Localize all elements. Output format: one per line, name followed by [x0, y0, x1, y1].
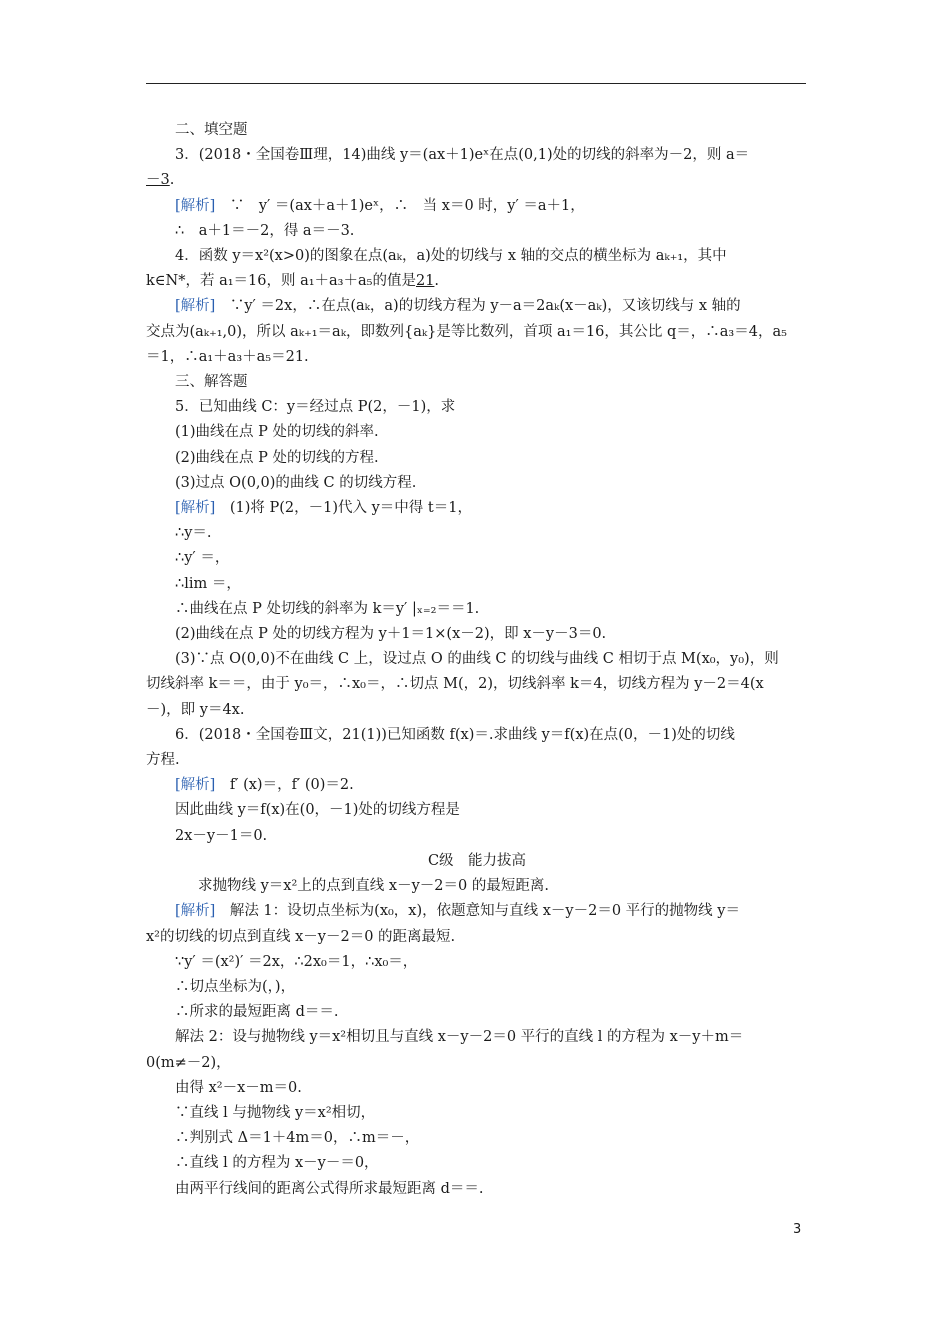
solution-line: ∴判别式 Δ＝1＋4m＝0，∴m＝－， [175, 1130, 420, 1147]
solution-line: [解析] 解法 1：设切点坐标为(x₀，x)，依题意知与直线 x－y－2＝0 平行的抛物线 y＝ [175, 903, 740, 920]
question-6: 6．(2018・全国卷Ⅲ文，21(1))已知函数 f(x)＝.求曲线 y＝f(x)在点(0，－1)处的切线 [175, 726, 735, 743]
page-number: 3 [793, 1222, 802, 1237]
solution-line: ∵直线 l 与抛物线 y＝x²相切， [175, 1104, 376, 1121]
solution-line: －)，即 y＝4x. [146, 701, 245, 718]
solution-line: 0(m≠－2)， [146, 1054, 231, 1071]
solution-line: (3)∵点 O(0,0)不在曲线 C 上，设过点 O 的曲线 C 的切线与曲线 C 相切于点 M(x₀，y₀)，则 [175, 651, 779, 668]
solution-line: 2x－y－1＝0. [175, 827, 268, 844]
solution-line: [解析] ∵ y′ ＝(ax＋a＋1)eˣ，∴ 当 x＝0 时，y′ ＝a＋1， [175, 197, 585, 214]
solution-line: ∴切点坐标为(，)， [175, 978, 296, 995]
solution-line: ∴曲线在点 P 处切线的斜率为 k＝y′ |ₓ₌₂＝＝1. [175, 600, 480, 617]
question-part: (3)过点 O(0,0)的曲线 C 的切线方程. [175, 474, 417, 491]
solution-line: ∴y′ ＝， [175, 550, 230, 567]
solution-line: ∴ a＋1＝－2，得 a＝－3. [175, 222, 355, 239]
question-6-line-2: 方程. [146, 752, 180, 769]
solution-line: ∴lim ＝， [175, 575, 241, 592]
header-rule [146, 83, 806, 84]
solution-line: (2)曲线在点 P 处的切线方程为 y＋1＝1×(x－2)，即 x－y－3＝0. [175, 626, 607, 643]
question-5: 5．已知曲线 C：y＝经过点 P(2，－1)，求 [175, 399, 456, 416]
solution-line: x²的切线的切点到直线 x－y－2＝0 的距离最短. [146, 928, 456, 945]
solution-line: ∴y＝. [175, 525, 212, 542]
solution-line: 切线斜率 k＝＝，由于 y₀＝，∴x₀＝，∴切点 M(，2)，切线斜率 k＝4，切线方程为 y－2＝4(x [146, 676, 764, 693]
solution-line: 由得 x²－x－m＝0. [175, 1079, 302, 1096]
document-body [146, 118, 808, 1202]
section-heading: 二、填空题 [175, 122, 248, 138]
section-heading: 三、解答题 [175, 374, 248, 391]
question-4-line-2: k∈N*，若 a₁＝16，则 a₁＋a₃＋a₅的值是21. [146, 273, 440, 290]
solution-line: ∵y′ ＝(x²)′ ＝2x，∴2x₀＝1，∴x₀＝， [175, 953, 418, 970]
solution-tag: [解析] [175, 298, 216, 315]
solution-line: [解析] f′ (x)＝，f′ (0)＝2. [175, 777, 354, 794]
question-4: 4．函数 y＝x²(x>0)的图象在点(aₖ，a)处的切线与 x 轴的交点的横坐标为 aₖ₊₁，其中 [175, 248, 727, 265]
question-7: 求抛物线 y＝x²上的点到直线 x－y－2＝0 的最短距离. [198, 878, 549, 895]
solution-line: 因此曲线 y＝f(x)在(0，－1)处的切线方程是 [175, 802, 460, 819]
question-3-answer-line: －3. [146, 172, 175, 189]
solution-line: ＝1，∴a₁＋a₃＋a₅＝21. [146, 348, 309, 365]
section-heading-c: C级 能力拔高 [427, 852, 527, 869]
solution-line: ∴所求的最短距离 d＝＝. [175, 1004, 339, 1021]
answer: 21 [415, 273, 435, 290]
solution-line: 交点为(aₖ₊₁,0)，所以 aₖ₊₁＝aₖ，即数列{aₖ}是等比数列，首项 a₁＝16，其公比 q＝，∴a₃＝4，a₅ [146, 323, 787, 340]
solution-tag: [解析] [175, 903, 216, 920]
solution-tag: [解析] [175, 197, 216, 214]
solution-line: ∴直线 l 的方程为 x－y－＝0， [175, 1155, 379, 1172]
question-part: (1)曲线在点 P 处的切线的斜率. [175, 424, 379, 441]
solution-tag: [解析] [175, 500, 216, 517]
solution-line: [解析] ∵y′ ＝2x，∴在点(aₖ，a)的切线方程为 y－a＝2aₖ(x－aₖ)，又该切线与 x 轴的 [175, 298, 741, 315]
answer: －3 [146, 172, 170, 189]
solution-line: 由两平行线间的距离公式得所求最短距离 d＝＝. [175, 1180, 484, 1197]
question-part: (2)曲线在点 P 处的切线的方程. [175, 449, 379, 466]
solution-tag: [解析] [175, 777, 216, 794]
solution-line: 解法 2：设与抛物线 y＝x²相切且与直线 x－y－2＝0 平行的直线 l 的方程为 x－y＋m＝ [175, 1029, 744, 1046]
solution-line: [解析] (1)将 P(2，－1)代入 y＝中得 t＝1， [175, 500, 472, 517]
question-3: 3．(2018・全国卷Ⅲ理，14)曲线 y＝(ax＋1)eˣ在点(0,1)处的切线的斜率为－2，则 a＝ [175, 147, 750, 164]
